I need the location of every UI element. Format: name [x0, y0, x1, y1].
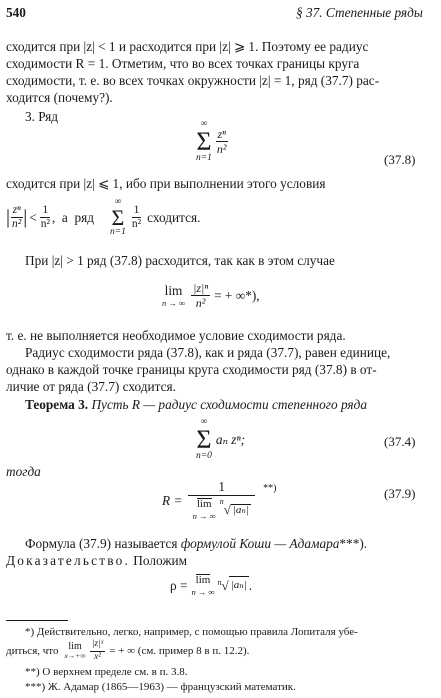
fraction — [215, 128, 229, 155]
root-index: n — [219, 497, 224, 507]
limit-operator — [64, 642, 85, 660]
equation-lhs: ρ = — [170, 577, 188, 593]
text-line: личие от ряда (37.7) сходится. — [6, 379, 176, 394]
sum-symbol: ∞ Σ n=1 — [196, 119, 212, 163]
fraction-denominator: n² — [195, 296, 206, 310]
paragraph-2-line: сходится при |z| ⩽ 1, ибо при выполнении этого условия — [6, 176, 326, 191]
lim-subscript: n → ∞ — [191, 587, 215, 597]
sum-symbol: ∞ Σ n=0 — [196, 417, 212, 461]
sum-symbol: ∞ Σ n=1 — [110, 197, 126, 237]
text-fragment: диться, что — [6, 645, 59, 657]
theorem-3 — [25, 396, 367, 413]
limit-operator — [162, 284, 185, 308]
text-fragment: Положим — [129, 553, 188, 568]
page-number: 540 — [6, 5, 26, 20]
lhs-denominator: n² — [12, 218, 22, 230]
paragraph-5-line-1 — [25, 535, 367, 552]
footnote-ref: **) — [263, 483, 277, 494]
fraction-denominator: x² — [93, 651, 102, 662]
text-line: сходимости, т. е. во всех точках окружности |z| = 1, ряд (37.7) рас- — [6, 73, 380, 88]
footnote-1-line-1: *) Действительно, легко, например, с помощью правила Лопиталя убе- — [25, 626, 358, 638]
theorem-text: Пусть R — радиус сходимости степенного ряда — [91, 397, 367, 412]
footnote-2: **) О верхнем пределе см. в п. 3.8. — [25, 666, 188, 678]
inequality-middle-text: , а ряд — [51, 210, 94, 225]
limit-equation — [162, 282, 260, 309]
rho-equation: ρ = lim n → ∞ n √ |aₙ| . — [170, 574, 253, 597]
equation-number: (37.4) — [384, 434, 416, 449]
fraction-numerator: zⁿ — [217, 127, 226, 141]
series-term: aₙ zⁿ; — [215, 432, 246, 447]
proof-line — [6, 552, 187, 569]
text-line: ходится (почему?). — [6, 90, 113, 105]
text-line: т. е. не выполняется необходимое условие сходимости ряда. — [6, 328, 346, 343]
text-line: сходится при |z| < 1 и расходится при |z| ⩾ 1. Поэтому ее радиус — [6, 39, 369, 54]
formula-name: формулой Коши — Адамара — [180, 536, 340, 551]
fraction-numerator: |z|ⁿ — [193, 281, 209, 295]
sum-lower-limit: n=1 — [110, 226, 126, 237]
rhs-denominator: n² — [40, 218, 50, 230]
term-denominator: n² — [131, 218, 142, 230]
rhs-fraction — [39, 205, 52, 231]
sum-lower-limit: n=1 — [196, 152, 212, 163]
paragraph-3: При |z| > 1 ряд (37.8) расходится, так как в этом случае — [25, 253, 335, 268]
equation-end: . — [248, 577, 253, 593]
series-term — [130, 205, 143, 231]
text-line: однако в каждой точке границы круга сходимости ряд (37.8) в от- — [6, 362, 377, 377]
limit-rhs: = + ∞*), — [214, 288, 260, 303]
limsup-operator — [193, 498, 216, 521]
item-3-label: 3. Ряд — [25, 109, 59, 124]
inequality-end-text: сходится. — [147, 210, 201, 225]
paragraph-4 — [6, 327, 390, 395]
then-word: тогда — [6, 464, 41, 479]
lim-label: lim — [164, 282, 183, 298]
equation-37-9 — [162, 480, 276, 521]
fraction — [90, 640, 106, 662]
lhs-fraction — [10, 205, 23, 231]
limit-fraction — [191, 282, 210, 309]
root-radicand: |aₙ| — [232, 503, 249, 516]
lim-label: lim — [68, 641, 82, 653]
term-numerator: 1 — [132, 205, 142, 219]
lim-subscript: n → ∞ — [192, 511, 216, 522]
theorem-label: Теорема 3. — [25, 397, 89, 412]
lim-label: lim — [195, 574, 211, 586]
lim-subscript: n → ∞ — [162, 297, 186, 308]
section-title: § 37. Степенные ряды — [296, 5, 423, 20]
equation-37-4 — [196, 418, 245, 461]
lim-label: lim — [196, 498, 212, 511]
equation-number: (37.9) — [384, 486, 416, 501]
paragraph-1 — [6, 38, 434, 106]
sum-upper-limit: ∞ — [114, 197, 122, 207]
footnote-1-line-2 — [6, 640, 249, 662]
equation-37-8 — [196, 120, 229, 163]
proof-label: Доказательство. — [6, 553, 130, 568]
equation-lhs: R = — [162, 492, 183, 508]
text-line: Радиус сходимости ряда (37.8), как и ряда (37.7), равен единице, — [25, 345, 391, 360]
text-fragment: = + ∞ (см. пример 8 в п. 12.2). — [109, 645, 250, 657]
lim-subscript: x→+∞ — [64, 651, 86, 661]
root-index: n — [217, 578, 222, 587]
fraction-numerator: 1 — [188, 480, 255, 496]
footnote-divider — [6, 620, 68, 621]
root-radicand: |aₙ| — [229, 576, 249, 594]
limsup-operator — [191, 574, 214, 597]
text-fragment: Формула (37.9) называется — [25, 536, 181, 551]
fraction-denominator: lim n → ∞ n √ |aₙ| — [192, 497, 249, 522]
inequality-line: | $\frac{\text{zⁿ}}{\text{n²}}$ | < $\frac{1}{\text{n²}}$ , а ряд ∞ Σ n=1 $\frac{1}{\text{n²}}$ сходится. — [6, 197, 201, 237]
radius-fraction — [188, 480, 255, 521]
footnote-3: ***) Ж. Адамар (1865—1963) — французский математик. — [25, 681, 296, 693]
footnote-ref: ***). — [339, 536, 368, 551]
sum-lower-limit: n=0 — [196, 450, 212, 461]
rhs-numerator: 1 — [40, 205, 50, 219]
fraction-denominator: n² — [216, 142, 227, 156]
equation-number: (37.8) — [384, 152, 416, 167]
sum-upper-limit: ∞ — [200, 417, 208, 427]
sum-upper-limit: ∞ — [200, 119, 208, 129]
lhs-numerator: zⁿ — [11, 205, 23, 219]
text-line: сходимости R = 1. Отметим, что во всех точках границы круга — [6, 56, 360, 71]
fraction-numerator: |z|ˣ — [90, 640, 106, 652]
